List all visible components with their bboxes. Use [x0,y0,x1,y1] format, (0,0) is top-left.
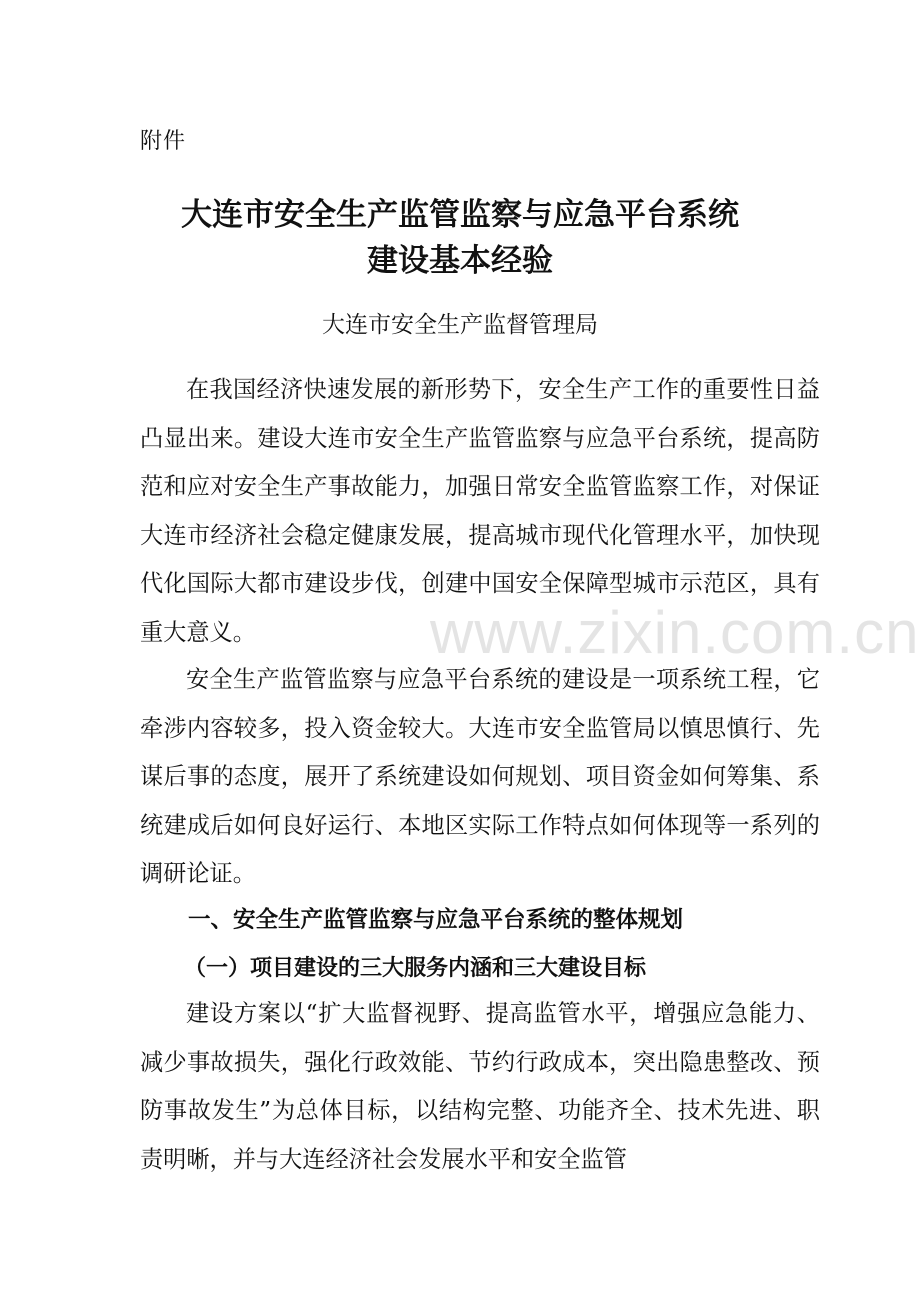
document-title-line1: 大连市安全生产监管监察与应急平台系统 [181,197,739,233]
attachment-label: 附件 [140,129,187,154]
paragraph-research: 安全生产监管监察与应急平台系统的建设是一项系统工程，它牵涉内容较多，投入资金较大。大连市安全监管局以慎思慎行、先谋后事的态度，展开了系统建设如何规划、项目资金如何筹集、系统建成后如何良好运行、本地区实际工作特点如何体现等一系列的调研论证。 [140,666,820,888]
watermark: www.zixin.com.cn [430,599,920,666]
subsection-heading-1: （一）项目建设的三大服务内涵和三大建设目标 [184,956,647,981]
section-heading-1: 一、安全生产监管监察与应急平台系统的整体规划 [188,907,684,933]
paragraph-construction-plan: 建设方案以“扩大监督视野、提高监管水平，增强应急能力、减少事故损失，强化行政效能、节约行政成本，突出隐患整改、预防事故发生”为总体目标，以结构完整、功能齐全、技术先进、职责明晰，并与大连经济社会发展水平和安全监管 [140,1000,820,1173]
paragraph-intro: 在我国经济快速发展的新形势下，安全生产工作的重要性日益凸显出来。建设大连市安全生产监管监察与应急平台系统，提高防范和应对安全生产事故能力，加强日常安全监管监察工作，对保证大连市经济社会稳定健康发展，提高城市现代化管理水平，加快现代化国际大都市建设步伐，创建中国安全保障型城市示范区，具有重大意义。 [140,376,820,646]
document-title-line2: 建设基本经验 [367,243,553,279]
issuing-organization: 大连市安全生产监督管理局 [322,312,598,338]
